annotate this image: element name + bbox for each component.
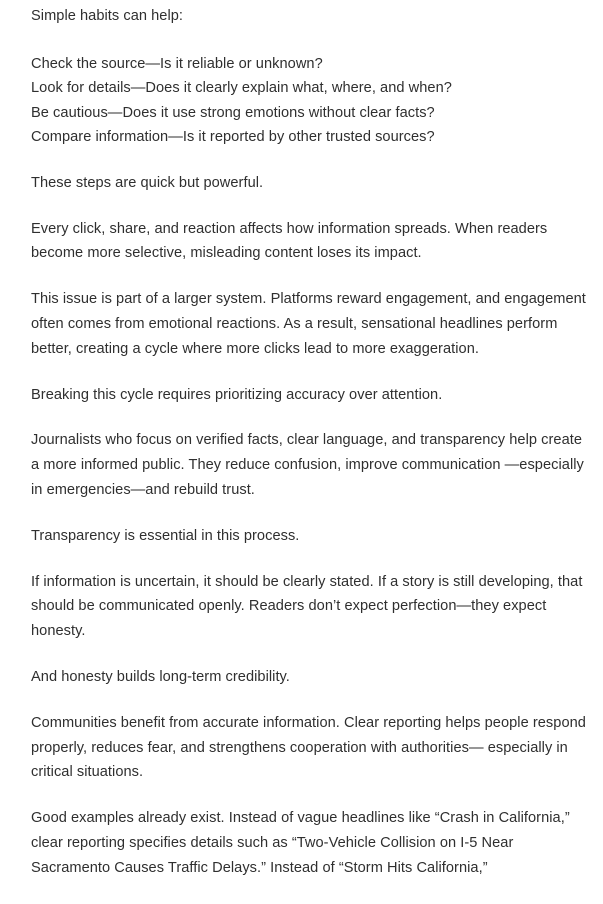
- paragraph: Transparency is essential in this process.: [31, 527, 300, 544]
- list-item: Look for details—Does it clearly explain what, where, and when?: [31, 80, 452, 97]
- list-item: Check the source—Is it reliable or unknown?: [31, 55, 323, 72]
- document-body: [31, 4, 591, 902]
- paragraph: Journalists who focus on verified facts, clear language, and transparency help create a more informed public. They reduce confusion, improve communication —especially in emergencies—and rebuild trust.: [31, 432, 584, 498]
- intro-paragraph: Simple habits can help:: [31, 8, 184, 24]
- paragraph: Good examples already exist. Instead of vague headlines like “Crash in California,” clear reporting specifies details such as “Two-Vehicle Collision on I-5 Near Sacramento Causes Traffic Delays.” Instead of “Storm Hits California,”: [31, 810, 570, 876]
- list-item: Be cautious—Does it use strong emotions without clear facts?: [31, 104, 435, 121]
- paragraph: If information is uncertain, it should be clearly stated. If a story is still developing, that should be communicated openly. Readers don’t expect perfection—they expect honesty.: [31, 573, 583, 640]
- habits-list: [31, 52, 591, 150]
- paragraph: Breaking this cycle requires prioritizing accuracy over attention.: [31, 386, 443, 403]
- list-item: Compare information—Is it reported by other trusted sources?: [31, 129, 435, 146]
- paragraph: These steps are quick but powerful.: [31, 174, 264, 191]
- paragraph: Communities benefit from accurate information. Clear reporting helps people respond properly, reduces fear, and strengthens cooperation with authorities— especially in critical situations.: [31, 714, 586, 781]
- paragraph: And honesty builds long-term credibility.: [31, 668, 290, 685]
- paragraph: This issue is part of a larger system. Platforms reward engagement, and engagement often comes from emotional reactions. As a result, sensational headlines perform better, creating a cycle where more clicks lead to more exaggeration.: [31, 291, 586, 357]
- paragraph: Every click, share, and reaction affects how information spreads. When readers become more selective, misleading content loses its impact.: [31, 220, 548, 262]
